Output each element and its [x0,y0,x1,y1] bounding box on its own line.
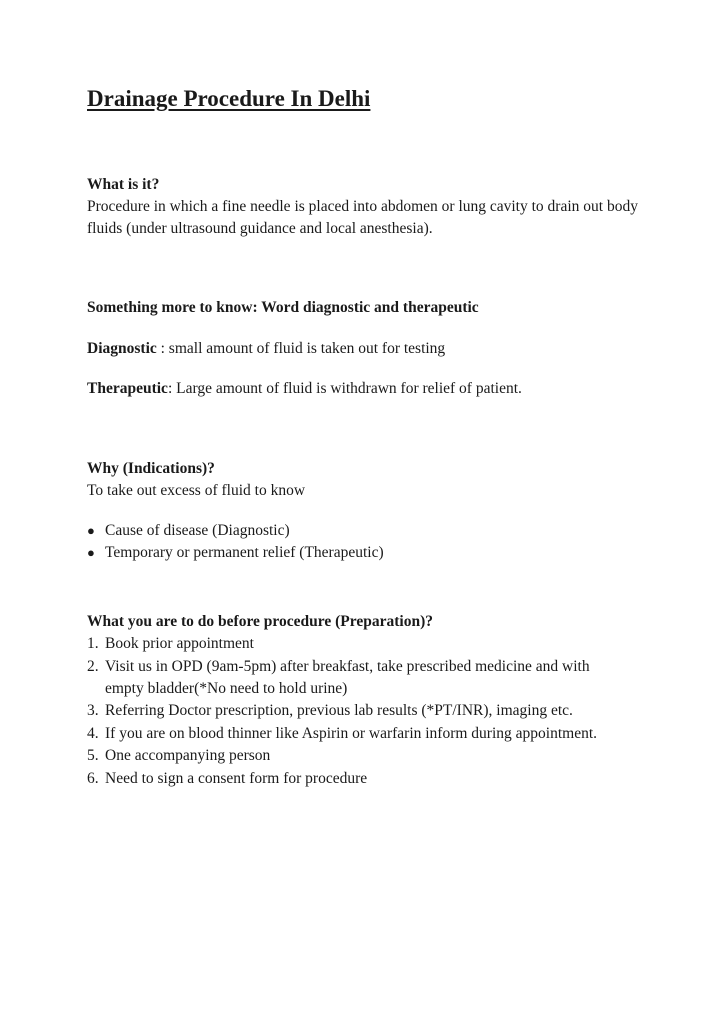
list-item [87,700,632,722]
preparation-heading-block [87,611,647,633]
list-item [87,633,632,655]
list-item [87,542,647,564]
diagnostic-text: : small amount of fluid is taken out for testing [156,340,446,357]
step-number: 3. [87,702,99,719]
therapeutic-text: : Large amount of fluid is withdrawn for relief of patient. [167,380,522,397]
preparation-heading: What you are to do before procedure (Preparation)? [87,613,433,630]
therapeutic-term: Therapeutic [87,380,168,397]
why-text: To take out excess of fluid to know [87,482,306,499]
what-is-it-text: Procedure in which a fine needle is placed into abdomen or lung cavity to drain out body fluids (under ultrasound guidance and local anesthesia). [87,198,638,237]
more-to-know-heading-block [87,297,647,319]
more-to-know-heading: Something more to know: Word diagnostic and therapeutic [87,299,479,316]
step-text: One accompanying person [105,747,271,764]
list-item [87,656,632,700]
what-is-it-heading: What is it? [87,176,160,193]
indications-list [87,520,647,564]
list-item [87,520,647,542]
step-number: 4. [87,724,99,742]
step-text: Need to sign a consent form for procedure [105,769,368,787]
list-item [87,745,632,767]
list-item-text: Cause of disease (Diagnostic) [105,522,290,539]
step-text: If you are on blood thinner like Aspirin or warfarin inform during appointment. [105,724,598,742]
page-title: Drainage Procedure In Delhi [87,86,371,111]
therapeutic-definition [87,378,647,400]
preparation-steps [87,633,632,790]
step-text: Book prior appointment [105,635,254,652]
step-number: 6. [87,769,99,787]
list-item [87,768,632,790]
step-text: Referring Doctor prescription, previous lab results (*PT/INR), imaging etc. [105,702,573,719]
bullet-icon: ● [87,545,95,560]
diagnostic-term: Diagnostic [87,340,157,357]
step-number: 5. [87,747,99,764]
step-number: 2. [87,657,99,675]
why-heading: Why (Indications)? [87,460,215,477]
diagnostic-definition [87,338,647,360]
what-is-it-section [87,174,647,240]
bullet-icon: ● [87,523,95,538]
why-section [87,458,647,502]
step-number: 1. [87,635,99,652]
list-item-text: Temporary or permanent relief (Therapeutic) [105,544,384,561]
step-text: Visit us in OPD (9am-5pm) after breakfast, take prescribed medicine and with empty bladder(*No need to hold urine) [105,657,590,697]
list-item [87,723,632,745]
